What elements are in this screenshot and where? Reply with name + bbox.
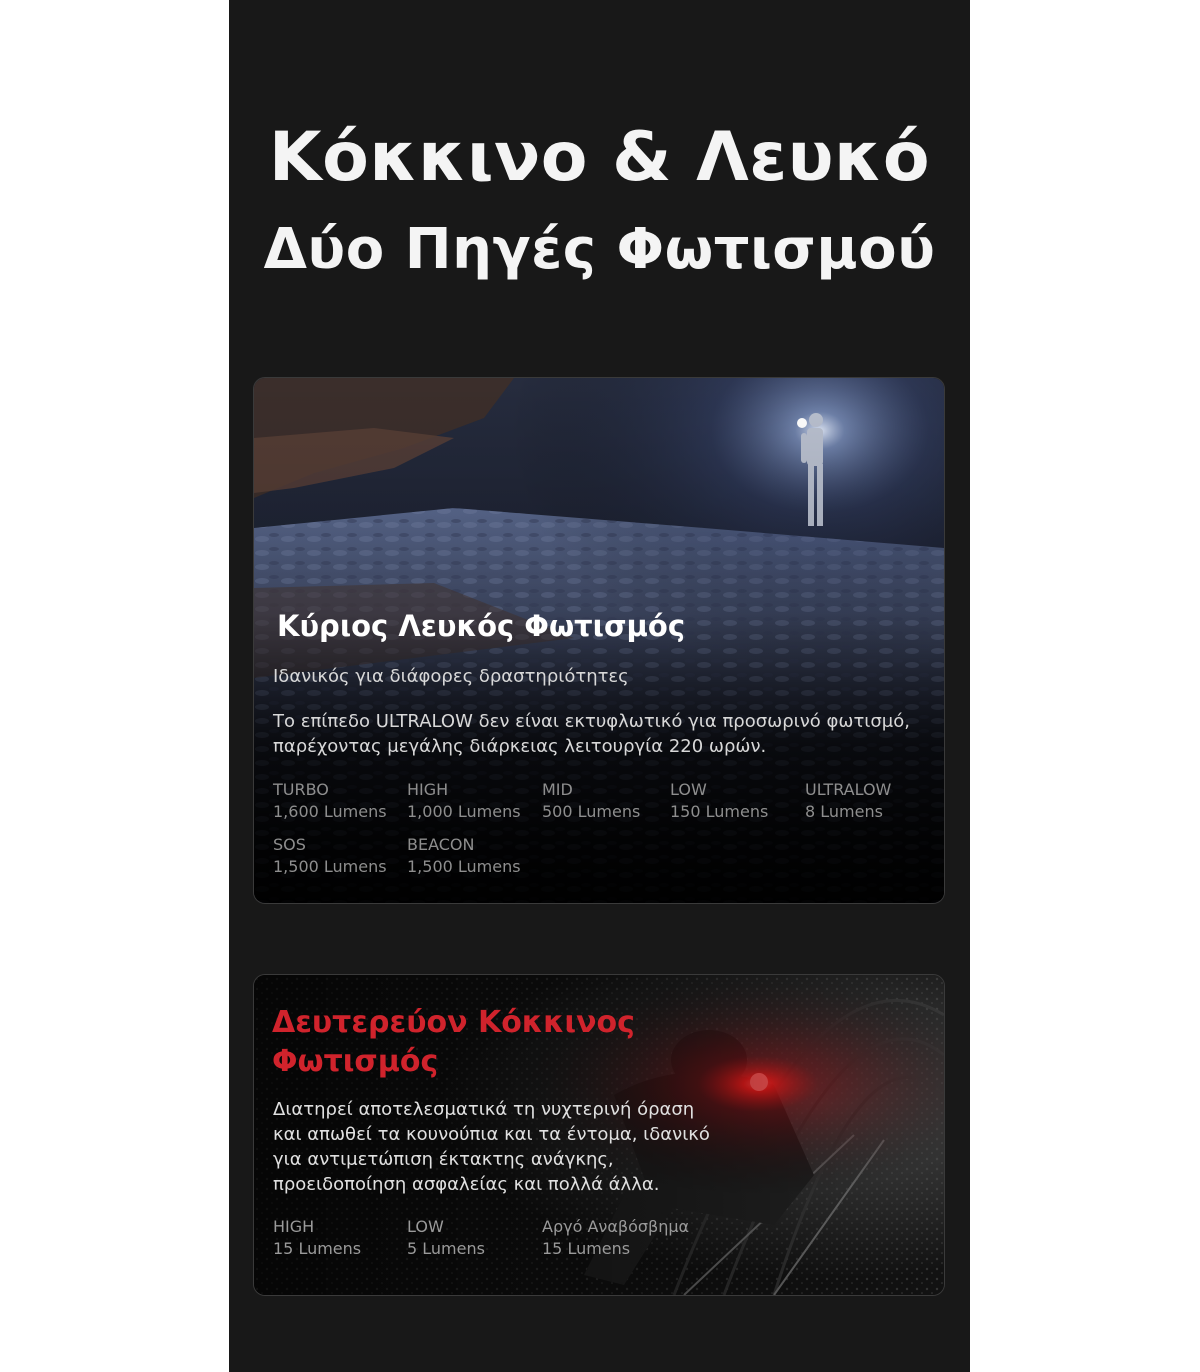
mode-name: Αργό Αναβόσβημα	[542, 1217, 690, 1236]
white-light-card	[253, 377, 945, 904]
red-light-description: Διατηρεί αποτελεσματικά τη νυχτερινή όραση και απωθεί τα κουνούπια και τα έντομα, ιδανικό για αντιμετώπιση έκτακτης ανάγκης, προειδοποίηση ασφαλείας και πολλά άλλα.	[273, 1099, 710, 1195]
white-light-subtitle: Ιδανικός για διάφορες δραστηριότητες	[273, 666, 629, 687]
mode-value: 8 Lumens	[805, 802, 883, 821]
mode-value: 1,600 Lumens	[273, 802, 387, 821]
mode-value: 1,500 Lumens	[273, 857, 387, 876]
mode-name: TURBO	[273, 780, 329, 799]
white-light-title: Κύριος Λευκός Φωτισμός	[277, 609, 686, 643]
mode-name: LOW	[407, 1217, 444, 1236]
mode-name: HIGH	[273, 1217, 315, 1236]
mode-name: BEACON	[407, 835, 475, 854]
mode-value: 5 Lumens	[407, 1239, 485, 1258]
content-column	[229, 0, 970, 1372]
mode-mid	[542, 779, 672, 823]
page-title-line2: Δύο Πηγές Φωτισμού	[263, 217, 936, 282]
mode-name: MID	[542, 780, 573, 799]
mode-name: LOW	[670, 780, 707, 799]
mode-red-slow-flash	[542, 1216, 742, 1260]
mode-name: SOS	[273, 835, 306, 854]
mode-value: 15 Lumens	[542, 1239, 631, 1258]
mode-name: HIGH	[407, 780, 449, 799]
page-title-line1: Κόκκινο & Λευκό	[268, 118, 931, 197]
mode-sos	[273, 834, 403, 878]
red-light-title: Δευτερεύον Κόκκινος Φωτισμός	[272, 1005, 635, 1079]
mode-red-low	[407, 1216, 537, 1260]
mode-value: 1,500 Lumens	[407, 857, 521, 876]
mode-value: 1,000 Lumens	[407, 802, 521, 821]
mode-value: 150 Lumens	[670, 802, 769, 821]
mode-name: ULTRALOW	[805, 780, 892, 799]
red-light-card	[253, 974, 945, 1296]
mode-turbo	[273, 779, 403, 823]
mode-beacon	[407, 834, 537, 878]
mode-high	[407, 779, 537, 823]
mode-ultralow	[805, 779, 935, 823]
white-light-description: Το επίπεδο ULTRALOW δεν είναι εκτυφλωτικό για προσωρινό φωτισμό, παρέχοντας μεγάλης διάρκειας λειτουργία 220 ωρών.	[273, 711, 910, 757]
mode-value: 500 Lumens	[542, 802, 641, 821]
mode-low	[670, 779, 800, 823]
mode-value: 15 Lumens	[273, 1239, 362, 1258]
mode-red-high	[273, 1216, 403, 1260]
